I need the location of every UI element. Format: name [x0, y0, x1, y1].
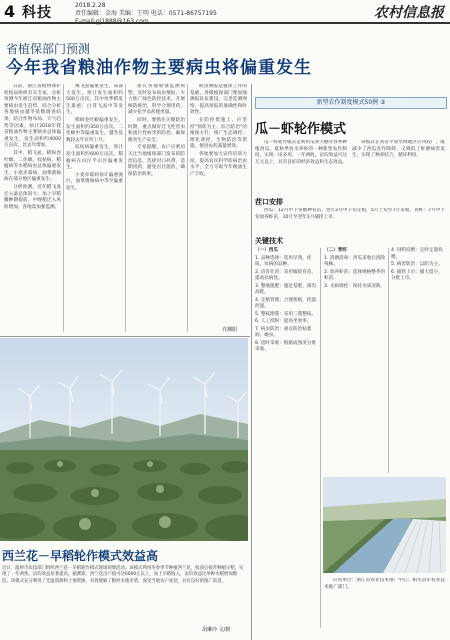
column-divider — [187, 84, 188, 332]
column-divider — [320, 248, 321, 628]
article-column-2 — [66, 84, 123, 332]
step-item: 6. 捕捞上市：捕大留小，分批上市。 — [391, 269, 443, 281]
step-item: 2. 放养虾苗：选择规格整齐的虾苗。 — [324, 269, 385, 281]
photo-author: 胡琳玲 文/摄 — [202, 627, 231, 633]
column-divider — [388, 248, 389, 473]
article-column-1 — [4, 84, 61, 332]
paragraph: 瓜－虾轮作模式是利用瓜果大棚冬春季种植西瓜，夏秋季放水养虾的一种新型农作制度，实现一田多用、一年两收，亩均效益可达万元以上，具有良好的经济效益和生态效益。 — [255, 140, 347, 165]
paragraph: 应用单位：浙江省农业技术推广中心；相关县市农业技术推广部门。 — [324, 578, 445, 590]
step-item: 3. 水质调控：保持水质清新。 — [324, 283, 385, 289]
editor-line: 责任编辑：金海 美编：王明 电话：0571-86757195 — [75, 10, 217, 17]
series-banner-text: 新型农作制度模式50例 — [316, 99, 379, 106]
right-article-title: 瓜－虾轮作模式 — [255, 122, 347, 137]
article-author: 许渊阳 — [222, 327, 238, 333]
paragraph: 日前，浙江省植物保护检疫局组织有关专家，分析预测今年浙江省粮油作物主要病虫发生趋势。综合分析各地病虫越冬基数调查结果，结合作物布局、天气趋势等因素，预计2018年我省粮油作物主要病虫总体偏重发生，发生面积约4000万亩次，比去年增加。 — [4, 84, 61, 149]
paragraph: 分析预测，近年稻飞虱迁入量总体较大，加上早稻播种期提前，中晚稻迁入风险增加，各地需加强监测。 — [4, 184, 61, 210]
step-item: 4. 定植管理：合理密植，控温控湿。 — [255, 297, 316, 309]
schedule-heading: 茬口安排 — [255, 198, 283, 206]
right-intro-column — [255, 140, 347, 196]
masthead-meta — [75, 2, 217, 26]
steps-middle — [324, 248, 386, 291]
step-item: 7. 病虫防治：重点防治枯萎病、蚜虫。 — [255, 326, 312, 338]
column-divider — [125, 84, 126, 332]
paragraph: 专家提醒，农户应密切关注当地植保部门发布的防治信息，选择对口药剂，适期用药，避免盲目施药，确保防治效果。 — [128, 145, 185, 177]
step-item: （一）西瓜 — [255, 248, 278, 253]
step-item: 5. 整枝理蔓：采用三蔓整枝。 — [255, 311, 316, 317]
paragraph: 各地要加大宣传培训力度，提高农民科学防病治虫水平，全力夺取今年粮油生产丰收。 — [190, 151, 247, 177]
series-banner — [255, 97, 447, 109]
tech-heading: 关键技术 — [255, 237, 283, 245]
schedule-text — [255, 208, 445, 230]
issue-date: 2018.2.28 — [75, 2, 106, 9]
photo-title: 西兰花－早稻轮作模式效益高 — [2, 549, 159, 563]
paper-name: 农村信息报 — [374, 5, 444, 21]
paragraph: 西瓜：12月中下旬播种育苗，翌年2月中下旬定植，5月上旬至7月采收。青虾：7月中下旬放养虾苗，10月至翌年1月捕捞上市。 — [255, 208, 445, 220]
paragraph: 在防控措施上，应坚持"预防为主、综合防治"的植保方针，推广生态调控、理化诱控、生物防治等措施，推进农药减量增效。 — [190, 117, 247, 150]
article-headline: 今年我省粮油作物主要病虫将偏重发生 — [6, 58, 312, 78]
step-item: 1. 品种选择：选用早熟、优质、抗病的品种。 — [255, 255, 312, 267]
step-item: 4. 饲料投喂：定时定量投喂。 — [391, 248, 443, 260]
step-item: 6. 人工授粉：提高坐果率。 — [255, 319, 312, 324]
page-number: 4 — [4, 2, 16, 21]
page-divider — [251, 84, 252, 640]
step-item: 1. 清塘消毒：西瓜采收后清除残株。 — [324, 255, 385, 267]
step-item: 3. 整地施肥：施足基肥，深沟高畦。 — [255, 283, 316, 295]
column-divider — [63, 84, 64, 332]
steps-left — [255, 248, 317, 355]
article-column-4 — [190, 84, 247, 324]
article-kicker: 省植保部门预测 — [6, 42, 91, 56]
paragraph: 同时，要抓住关键防治时期，重点做好迁飞性害虫和流行性病害的防控，确保粮食生产安全。 — [128, 117, 185, 143]
paragraph: 其中，稻飞虱、稻纵卷叶螟、二化螟、纹枯病、稻瘟病等水稻病虫总体偏重发生，小麦赤霉病、油菜菌核病在部分地区偏重发生。 — [4, 150, 61, 183]
series-banner-number: ③ — [380, 99, 386, 106]
step-item: 8. 适时采收：根据成熟度分批采收。 — [255, 340, 316, 352]
paragraph: 纹枯病偏重发生，预计发生面积约600万亩次，稻瘟病在山区半山区偏重发生。 — [66, 145, 123, 171]
paragraph: 褐飞虱偏重发生，局部大发生。预计发生面积约500万亩次，其中单季稻发生最重；白背飞虱中等发生。 — [66, 84, 123, 116]
step-item: 2. 培育壮苗：采用嫁接育苗，提高抗病性。 — [255, 269, 316, 281]
email: E-mail:gj1888@163.com — [75, 18, 149, 25]
paragraph: 病虫测报是植保工作的基础，各级植保部门要加强测报队伍建设，完善监测网络，提高预报的准确性和时效性。 — [190, 84, 247, 116]
paragraph: 该模式在我省平原水网地区应用较广，既减少了西瓜连作障碍，又降低了虾塘病害发生，实现了种养结合、循环利用。 — [352, 140, 445, 159]
masthead — [0, 0, 450, 24]
steps-right — [391, 248, 445, 284]
paragraph: 小麦赤霉病预计偏重流行，油菜菌核病中等至偏重发生。 — [66, 172, 123, 191]
step-item: （二）青虾 — [324, 248, 347, 253]
greenhouse-photo — [323, 477, 446, 573]
paragraph: 稻纵卷叶螟偏重发生，发生面积约350万亩次。二化螟中等偏重发生，越冬基数较去年有所上升。 — [66, 117, 123, 143]
closing-note — [324, 578, 445, 630]
horizontal-rule — [0, 336, 250, 337]
step-item: 5. 病害防治：以防为主。 — [391, 262, 443, 267]
farm-landscape-illustration — [0, 338, 248, 541]
section-name: 科技 — [22, 5, 52, 21]
article-column-3 — [128, 84, 185, 332]
photo-caption: 近日，温岭市农技部门组织西兰花－早稻轮作模式现场观摩活动。该模式利用冬春季节种植西兰花，收获后接茬种植早稻，实现了一年两熟，亩均效益显著提高。据测算，西兰花亩产值可达6000元以上，加上早稻收入，亩均效益比单种水稻增加数倍。该模式充分利用了光温资源和土地资源，有效缓解了粮经争地矛盾，深受当地农户欢迎，具有良好的推广前景。 — [2, 566, 244, 584]
right-intro-column-2 — [352, 140, 445, 196]
greenhouse-illustration — [323, 477, 446, 573]
feature-photo — [0, 338, 248, 541]
paragraph: 建议各地加强监测预警，及时发布病虫情报；大力推广绿色防控技术，开展统防统治，科学合理用药，减少化学农药使用量。 — [128, 84, 185, 116]
